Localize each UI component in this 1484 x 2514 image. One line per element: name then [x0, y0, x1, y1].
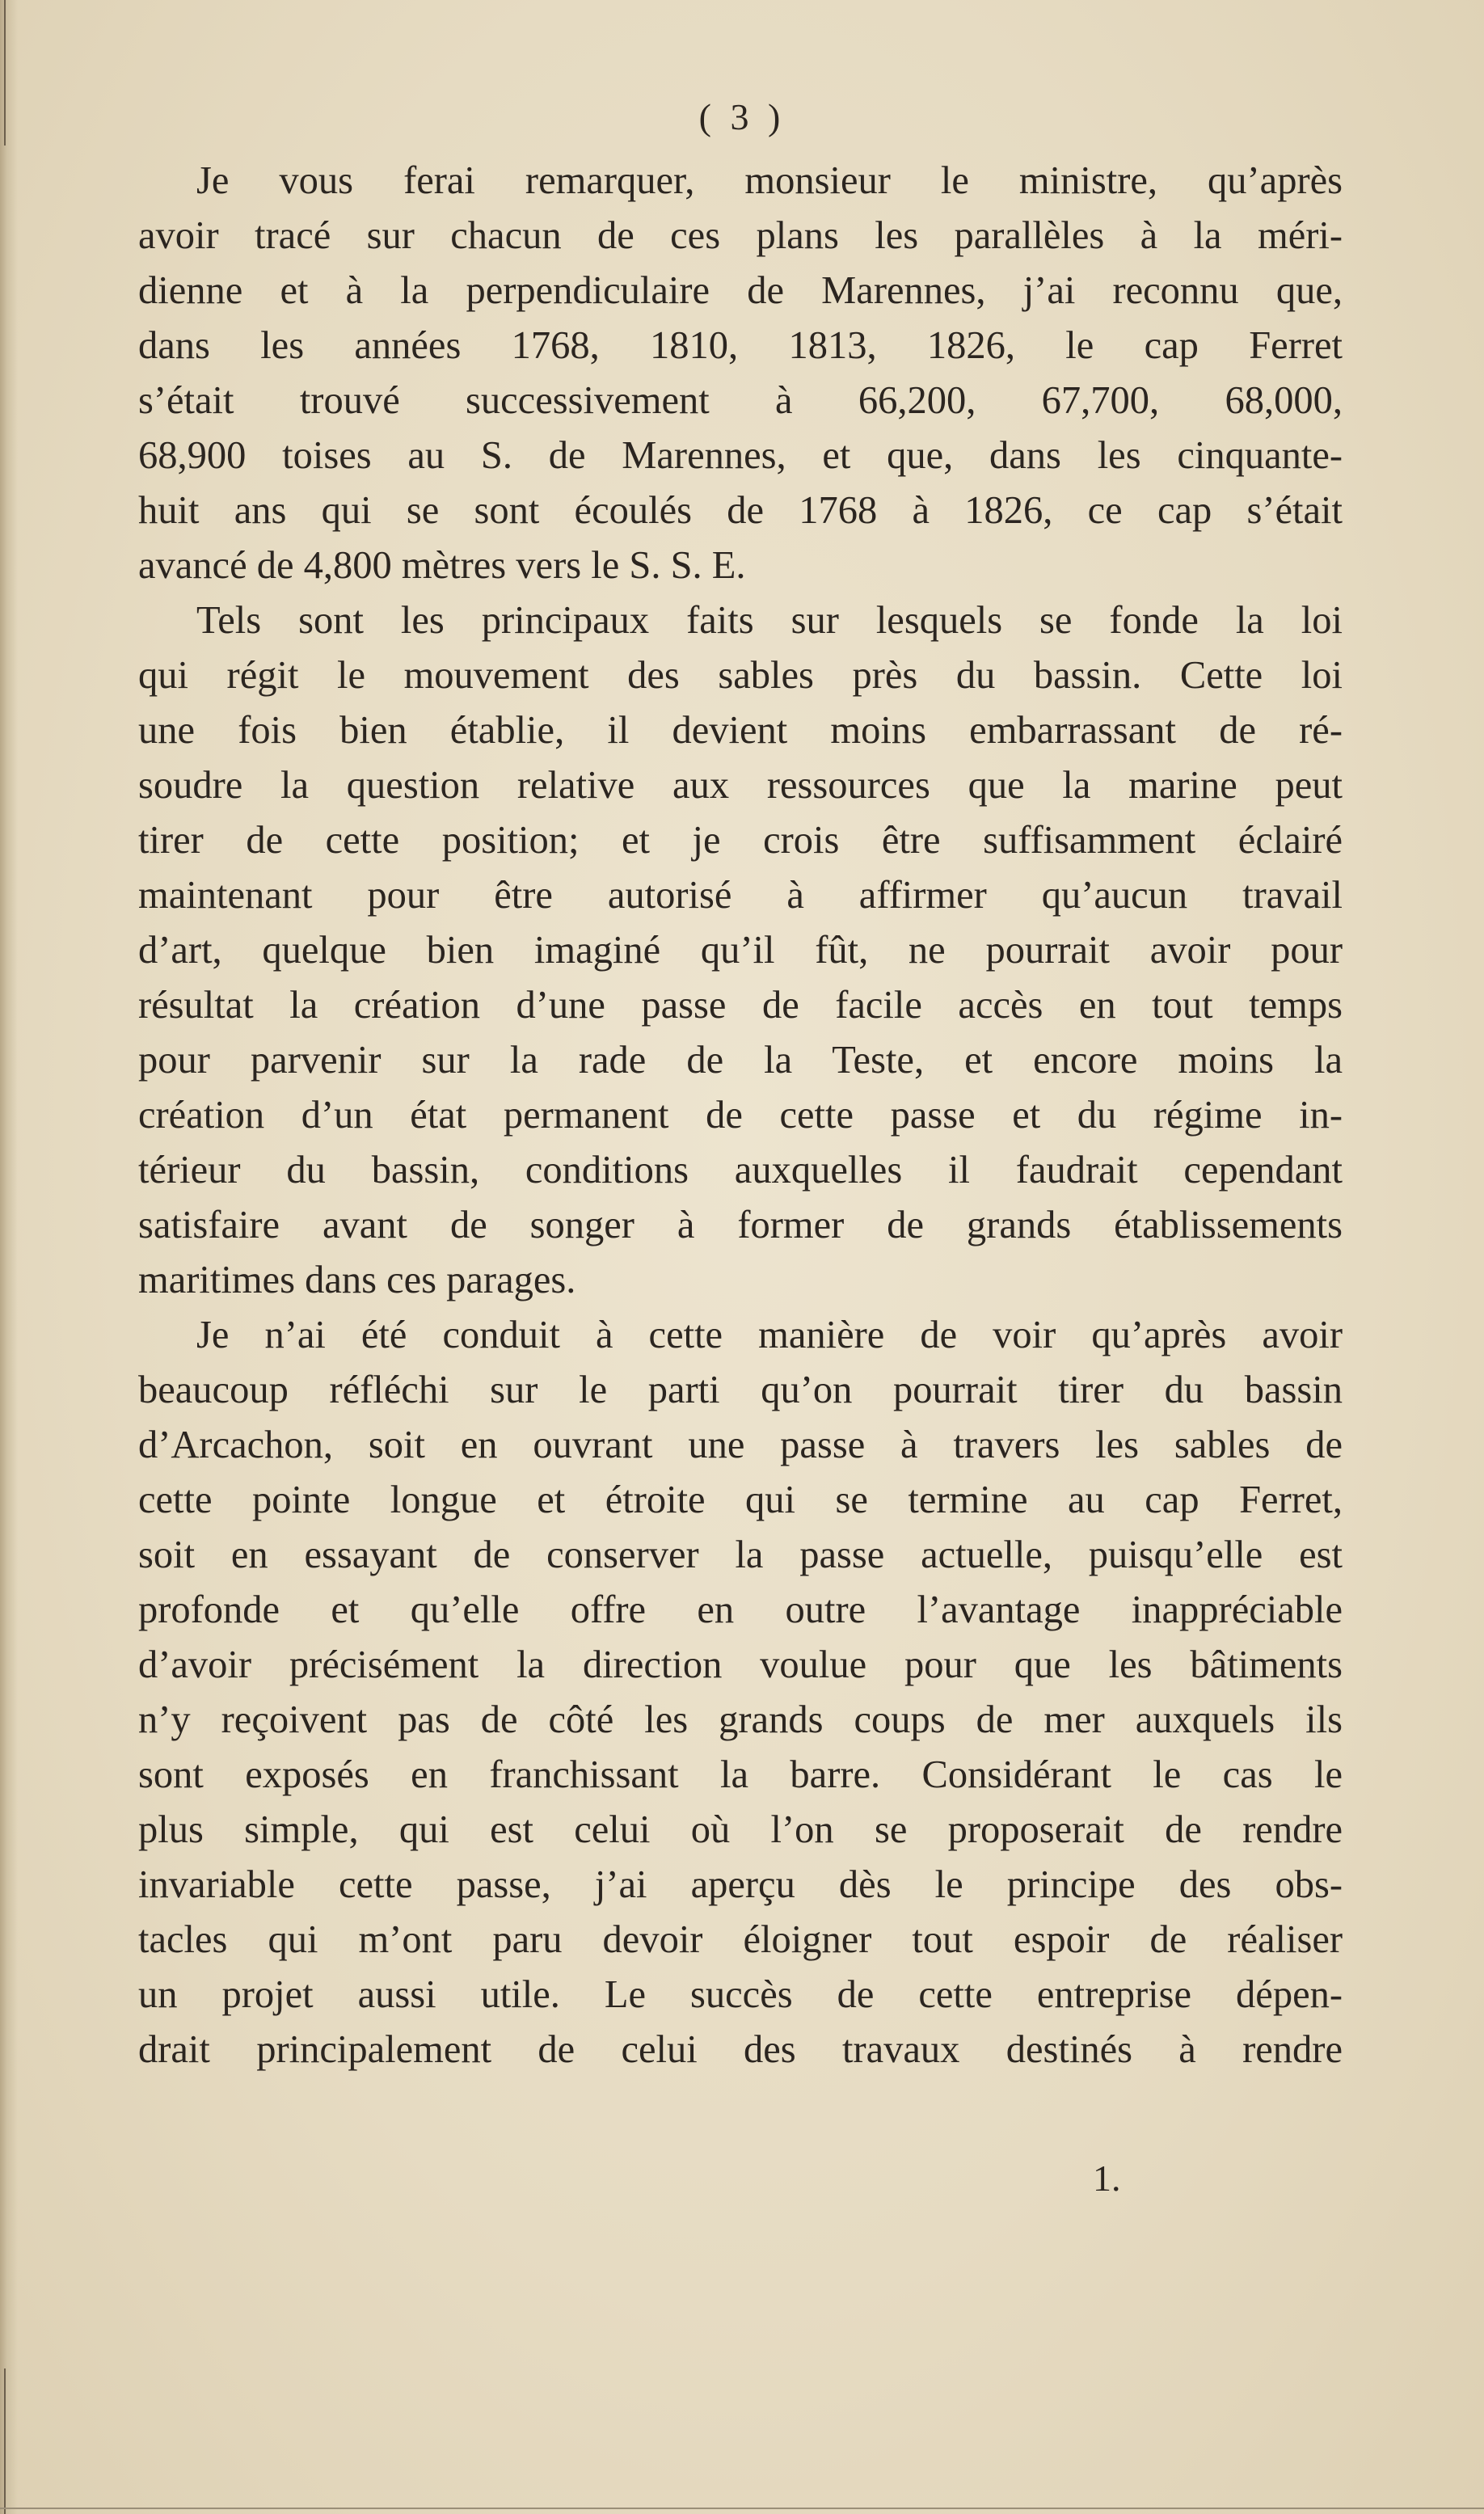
text-line: dienne et à la perpendiculaire de Marennes, j’ai reconnu que, [138, 269, 1343, 312]
text-line: pour parvenir sur la rade de la Teste, et encore moins la [138, 1039, 1343, 1082]
text-line: dans les années 1768, 1810, 1813, 1826, le cap Ferret [138, 324, 1343, 367]
text-line: un projet aussi utile. Le succès de cette entreprise dépen- [138, 1973, 1343, 2016]
text-line: térieur du bassin, conditions auxquelles il faudrait cependant [138, 1149, 1343, 1192]
text-line: d’avoir précisément la direction voulue pour que les bâtiments [138, 1643, 1343, 1686]
text-line: d’art, quelque bien imaginé qu’il fût, ne pourrait avoir pour [138, 929, 1343, 972]
text-line: tacles qui m’ont paru devoir éloigner tout espoir de réaliser [138, 1918, 1343, 1961]
text-line: d’Arcachon, soit en ouvrant une passe à travers les sables de [138, 1424, 1343, 1466]
body-text [138, 154, 1343, 2077]
text-line: profonde et qu’elle offre en outre l’avantage inappréciable [138, 1588, 1343, 1631]
text-line: Je vous ferai remarquer, monsieur le ministre, qu’après [196, 159, 1343, 202]
text-line: sont exposés en franchissant la barre. Considérant le cas le [138, 1753, 1343, 1796]
text-line: cette pointe longue et étroite qui se termine au cap Ferret, [138, 1478, 1343, 1521]
text-line: avoir tracé sur chacun de ces plans les parallèles à la méri- [138, 214, 1343, 257]
text-line: avancé de 4,800 mètres vers le S. S. E. [138, 544, 746, 587]
text-line: 68,900 toises au S. de Marennes, et que, dans les cinquante- [138, 434, 1343, 477]
text-line: n’y reçoivent pas de côté les grands coups de mer auxquels ils [138, 1698, 1343, 1741]
text-line: plus simple, qui est celui où l’on se proposerait de rendre [138, 1808, 1343, 1851]
text-line: invariable cette passe, j’ai aperçu dès le principe des obs- [138, 1863, 1343, 1906]
text-line: création d’un état permanent de cette passe et du régime in- [138, 1094, 1343, 1137]
text-line: soit en essayant de conserver la passe actuelle, puisqu’elle est [138, 1533, 1343, 1576]
text-line: Tels sont les principaux faits sur lesquels se fonde la loi [196, 599, 1343, 642]
binding-edge-line-lower [4, 2368, 6, 2514]
text-line: soudre la question relative aux ressources que la marine peut [138, 764, 1343, 807]
binding-edge [0, 0, 18, 2514]
text-line: tirer de cette position; et je crois être suffisamment éclairé [138, 819, 1343, 862]
text-line: Je n’ai été conduit à cette manière de voir qu’après avoir [196, 1314, 1343, 1356]
text-line: satisfaire avant de songer à former de grands établissements [138, 1204, 1343, 1246]
page-number: ( 3 ) [698, 96, 786, 137]
text-line: qui régit le mouvement des sables près du bassin. Cette loi [138, 654, 1343, 697]
text-line: maintenant pour être autorisé à affirmer qu’aucun travail [138, 874, 1343, 917]
page-bottom-edge [0, 2508, 1484, 2509]
text-line: drait principalement de celui des travaux destinés à rendre [138, 2028, 1343, 2071]
catchword: 1. [1093, 2158, 1121, 2199]
text-line: huit ans qui se sont écoulés de 1768 à 1826, ce cap s’était [138, 489, 1343, 532]
text-line: s’était trouvé successivement à 66,200, 67,700, 68,000, [138, 379, 1343, 422]
text-line: maritimes dans ces parages. [138, 1259, 576, 1301]
text-line: une fois bien établie, il devient moins embarrassant de ré- [138, 709, 1343, 752]
text-line: résultat la création d’une passe de facile accès en tout temps [138, 984, 1343, 1027]
text-line: beaucoup réfléchi sur le parti qu’on pourrait tirer du bassin [138, 1369, 1343, 1411]
